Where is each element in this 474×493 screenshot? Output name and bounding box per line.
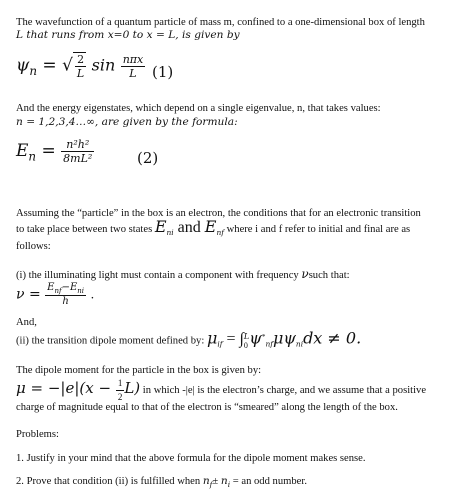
problem-2-post: = an odd number. bbox=[230, 476, 307, 487]
cond2-lim-bot: 0 bbox=[243, 341, 248, 351]
eq1-arg-num: nπx bbox=[122, 52, 144, 66]
cond2-text: (ii) the transition dipole moment defined by: bbox=[16, 335, 207, 347]
assume-Ef-sub: nf bbox=[216, 228, 224, 238]
cond2-nf: nf bbox=[265, 339, 273, 349]
cond2-tail: dx ≠ 0. bbox=[303, 328, 362, 348]
equation-2-label: (2) bbox=[137, 149, 159, 167]
cond2-psi: ψ bbox=[249, 328, 262, 348]
problem-2-sub-f: f bbox=[209, 480, 213, 490]
problem-2 bbox=[16, 475, 307, 491]
cond1-den: h bbox=[62, 296, 69, 307]
assume-line-3: follows: bbox=[16, 241, 51, 252]
cond1-text-end: such that: bbox=[308, 270, 350, 281]
problem-2-pre: 2. Prove that condition (ii) is fulfilled when bbox=[16, 476, 203, 487]
cond2-ni: ni bbox=[295, 339, 304, 349]
eq1-sin: sin bbox=[91, 55, 116, 75]
cond2-integral: = ∫ bbox=[222, 330, 244, 348]
eq1-sqrt-frac bbox=[75, 53, 86, 80]
intro-line-1: The wavefunction of a quantum particle of mass m, confined to a one-dimensional box of length bbox=[16, 17, 425, 28]
dipole-line-2-rest: in which -|e| is the electron’s charge, and we assume that a positive bbox=[140, 384, 427, 396]
equation-2 bbox=[16, 138, 94, 165]
cond1-lhs: ν = bbox=[16, 286, 46, 303]
eq2-den: 8mL² bbox=[63, 152, 93, 165]
cond1-dot: . bbox=[90, 287, 95, 302]
cond2-mu-psi: μψ bbox=[272, 328, 296, 348]
dipole-line-2 bbox=[16, 377, 426, 404]
cond1-num bbox=[45, 282, 86, 296]
eq1-sqrt-den: L bbox=[76, 67, 85, 80]
eq1-equals: = bbox=[37, 55, 63, 76]
problem-2-pm: ± bbox=[212, 476, 221, 487]
eq2-E: E bbox=[16, 141, 29, 161]
dipole-line-1: The dipole moment for the particle in the box is given by: bbox=[16, 365, 262, 376]
cond1-nu: ν bbox=[301, 267, 309, 281]
cond2-mu: μ bbox=[206, 328, 218, 348]
problem-2-sub-i: i bbox=[227, 480, 231, 490]
intro-line-2-text: L that runs from x=0 to x = L, is given by bbox=[16, 29, 240, 41]
eq2-frac bbox=[61, 138, 94, 165]
cond1-num-minus: −E bbox=[61, 282, 78, 293]
problem-1: 1. Justify in your mind that the above formula for the dipole moment makes sense. bbox=[16, 453, 366, 464]
assume-line-2 bbox=[16, 217, 411, 239]
eq1-sqrt-body bbox=[73, 52, 86, 80]
energy-line-2-text: n = 1,2,3,4…∞, are given by the formula: bbox=[16, 116, 238, 128]
problem-2-n-final: n bbox=[202, 475, 210, 487]
eq2-sub: n bbox=[28, 149, 37, 164]
eq2-num: n²h² bbox=[61, 138, 94, 152]
equation-1-label: (1) bbox=[152, 63, 174, 81]
assume-line-2-pre: to take place between two states bbox=[16, 224, 155, 235]
problems-heading: Problems: bbox=[16, 429, 59, 440]
eq1-sqrt-num: 2 bbox=[75, 53, 86, 67]
dipole-half-den: 2 bbox=[117, 392, 123, 402]
equation-1 bbox=[16, 52, 145, 80]
condition-2 bbox=[16, 330, 361, 351]
cond2-star: * bbox=[261, 332, 266, 341]
sqrt-sign: √ bbox=[62, 55, 73, 76]
cond1-num-sub2: ni bbox=[77, 287, 85, 295]
condition-1-formula bbox=[16, 282, 94, 307]
energy-line-2 bbox=[16, 116, 238, 129]
assume-Ei: E bbox=[154, 217, 167, 236]
problem-2-n-initial: n bbox=[220, 475, 228, 487]
assume-and: and bbox=[173, 219, 205, 236]
assume-line-1: Assuming the “particle” in the box is an electron, the conditions that for an electronic transition bbox=[16, 208, 421, 219]
assume-line-2-post: where i and f refer to initial and final are as bbox=[223, 224, 411, 235]
cond1-text: (i) the illuminating light must contain a component with frequency bbox=[16, 270, 302, 281]
eq2-equals: = bbox=[36, 141, 62, 161]
cond2-mu-sub: if bbox=[217, 339, 223, 349]
eq1-sub: n bbox=[29, 63, 38, 78]
eq1-arg-den: L bbox=[129, 66, 137, 80]
dipole-half-num: 1 bbox=[116, 377, 125, 391]
eq1-arg-frac bbox=[121, 53, 146, 80]
cond2-lim-top: L bbox=[243, 332, 250, 342]
energy-line-1: And the energy eigenstates, which depend on a single eigenvalue, n, that takes values: bbox=[16, 103, 381, 114]
cond1-num-sub1: nf bbox=[54, 287, 62, 295]
dipole-formula-pre: μ = −|e|(x − bbox=[16, 378, 116, 397]
assume-Ef: E bbox=[204, 217, 217, 236]
intro-line-2 bbox=[16, 29, 240, 42]
dipole-formula-post: L) bbox=[124, 378, 141, 397]
eq1-psi: ψ bbox=[16, 55, 30, 76]
and-text: And, bbox=[16, 317, 37, 328]
cond1-num-E: E bbox=[47, 282, 55, 293]
assume-Ei-sub: ni bbox=[166, 228, 174, 238]
dipole-line-3: charge of magnitude equal to that of the electron is “smeared” along the length of the box. bbox=[16, 402, 398, 413]
cond1-frac bbox=[45, 282, 86, 307]
condition-1-text bbox=[16, 268, 350, 282]
